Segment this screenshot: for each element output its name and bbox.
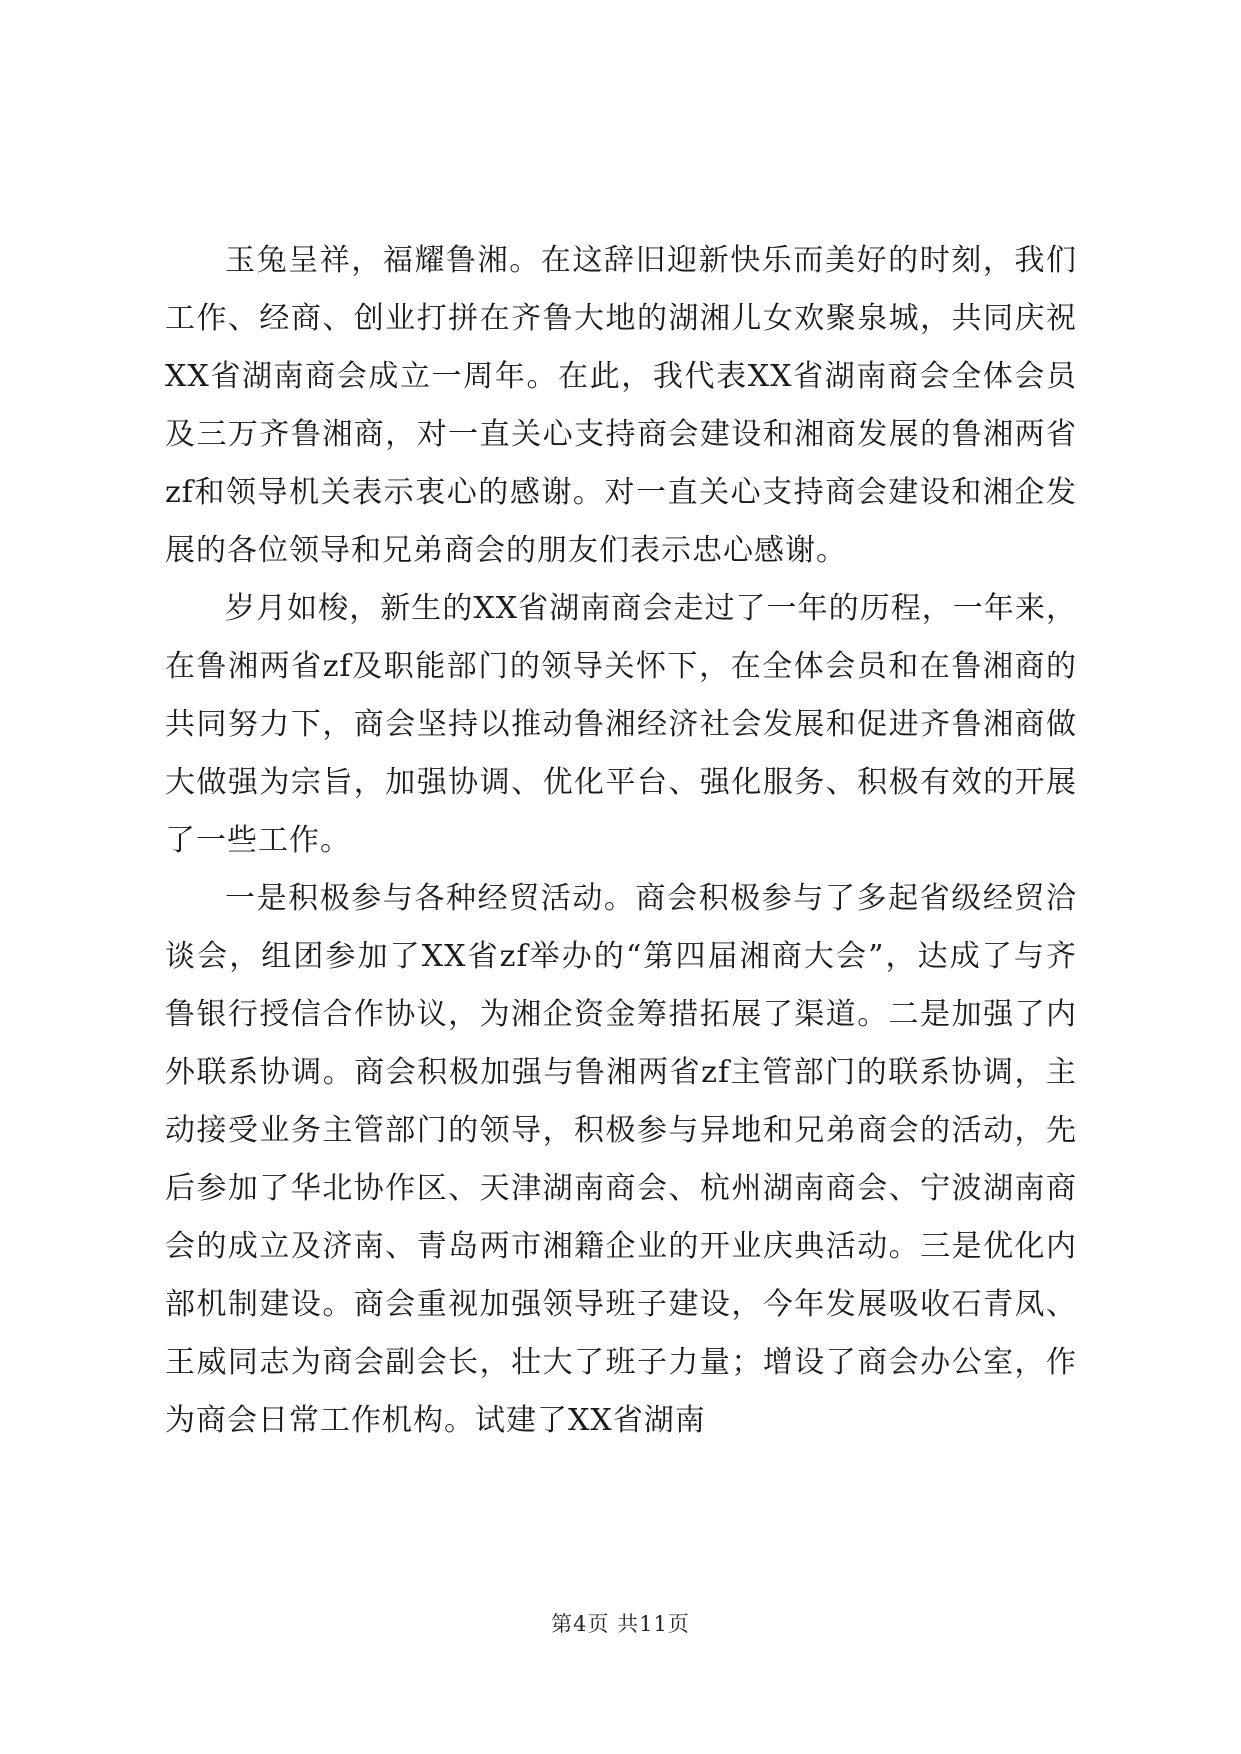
paragraph-greeting: 玉兔呈祥，福耀鲁湘。在这辞旧迎新快乐而美好的时刻，我们工作、经商、创业打拼在齐鲁大地的湖湘儿女欢聚泉城，共同庆祝XX省湖南商会成立一周年。在此，我代表XX省湖南商会全体会员及三万齐鲁湘商，对一直关心支持商会建设和湘商发展的鲁湘两省zf和领导机关表示衷心的感谢。对一直关心支持商会建设和湘企发展的各位领导和兄弟商会的朋友们表示忠心感谢。 [165, 243, 1077, 568]
paragraph-review: 岁月如梭，新生的XX省湖南商会走过了一年的历程，一年来，在鲁湘两省zf及职能部门的领导关怀下，在全体会员和在鲁湘商的共同努力下，商会坚持以推动鲁湘经济社会发展和促进齐鲁湘商做大做强为宗旨，加强协调、优化平台、强化服务、积极有效的开展了一些工作。 [165, 591, 1077, 858]
document-body [165, 232, 1077, 1450]
paragraph-work-items: 一是积极参与各种经贸活动。商会积极参与了多起省级经贸洽谈会，组团参加了XX省zf举办的“第四届湘商大会”，达成了与齐鲁银行授信合作协议，为湘企资金筹措拓展了渠道。二是加强了内外联系协调。商会积极加强与鲁湘两省zf主管部门的联系协调，主动接受业务主管部门的领导，积极参与异地和兄弟商会的活动，先后参加了华北协作区、天津湖南商会、杭州湖南商会、宁波湖南商会的成立及济南、青岛两市湘籍企业的开业庆典活动。三是优化内部机制建设。商会重视加强领导班子建设，今年发展吸收石青凤、王威同志为商会副会长，壮大了班子力量；增设了商会办公室，作为商会日常工作机构。试建了XX省湖南 [165, 881, 1077, 1438]
page-number-footer: 第4页 共11页 [551, 1612, 690, 1636]
